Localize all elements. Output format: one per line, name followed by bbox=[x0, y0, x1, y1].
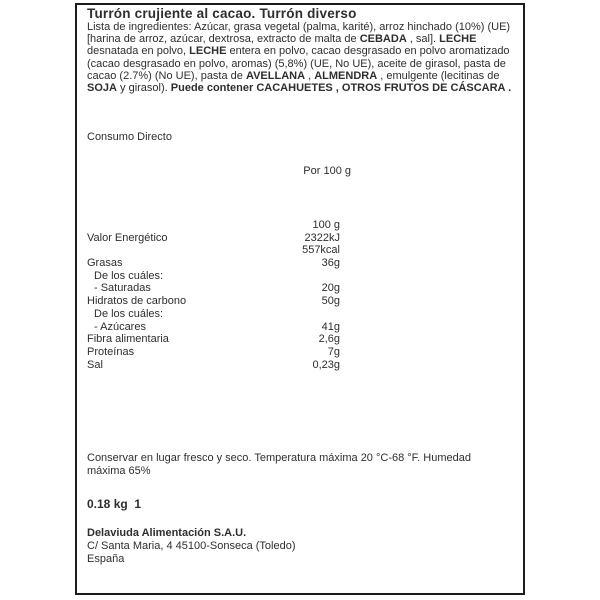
nutrition-value: 20g bbox=[321, 282, 340, 295]
nutrition-row bbox=[87, 282, 517, 295]
manufacturer-block bbox=[87, 527, 296, 565]
nutrition-label: - Saturadas bbox=[94, 282, 151, 295]
nutrition-value bbox=[217, 308, 340, 321]
nutrition-label: Valor Energético bbox=[87, 231, 168, 244]
per-100g-header: Por 100 g bbox=[303, 165, 351, 177]
nutrition-row bbox=[87, 219, 517, 232]
nutrition-value: 50g bbox=[321, 295, 340, 308]
nutrition-value: 2322kJ bbox=[304, 231, 340, 244]
nutrition-row bbox=[87, 257, 517, 270]
nutrition-label: - Azúcares bbox=[94, 320, 146, 333]
nutrition-row bbox=[87, 232, 517, 245]
nutrition-value: 2,6g bbox=[318, 333, 340, 346]
nutrition-row bbox=[87, 244, 517, 257]
nutrition-value: 0,23g bbox=[312, 358, 340, 371]
nutrition-label: De los cuáles: bbox=[94, 307, 164, 320]
nutrition-row bbox=[87, 321, 517, 334]
nutrition-table bbox=[87, 219, 517, 371]
product-title: Turrón crujiente al cacao. Turrón diverso bbox=[87, 6, 357, 21]
nutrition-label: Hidratos de carbono bbox=[87, 295, 187, 308]
manufacturer-name: Delaviuda Alimentación S.A.U. bbox=[87, 527, 247, 539]
nutrition-row bbox=[87, 346, 517, 359]
nutrition-label: De los cuáles: bbox=[94, 269, 164, 282]
consumption-note: Consumo Directo bbox=[87, 131, 172, 143]
net-weight: 0.18 kg 1 bbox=[87, 497, 142, 511]
nutrition-label: Grasas bbox=[87, 257, 123, 270]
nutrition-value bbox=[217, 270, 340, 283]
nutrition-label: Proteínas bbox=[87, 345, 135, 358]
product-label bbox=[75, 3, 525, 595]
nutrition-value: 41g bbox=[321, 320, 340, 333]
manufacturer-address: C/ Santa Maria, 4 45100-Sonseca (Toledo) bbox=[87, 539, 296, 552]
manufacturer-country: España bbox=[87, 552, 125, 565]
nutrition-label: Sal bbox=[87, 358, 103, 371]
ingredients-text: Lista de ingredientes: Azúcar, grasa vegetal (palma, karité), arroz hinchado (10%) (UE) [harina de arroz, azúcar, dextrosa, extracto de malta de CEBADA , sal]. LECHE desnatada en polvo, LECHE entera en polvo, cacao desgrasado en polvo aromatizado (cacao desgrasado en polvo, aromas) (5,8%) (UE, No UE), aceite de girasol, pasta de cacao (2.7%) (No UE), pasta de AVELLANA , ALMENDRA , emulgente (lecitinas de SOJA y girasol). Puede contener CACAHUETES , OTROS FRUTOS DE CÁSCARA . bbox=[87, 21, 512, 95]
nutrition-label bbox=[87, 219, 217, 232]
nutrition-label: Fibra alimentaria bbox=[87, 333, 169, 346]
nutrition-value: 7g bbox=[327, 345, 340, 358]
nutrition-row bbox=[87, 359, 517, 372]
nutrition-row bbox=[87, 295, 517, 308]
nutrition-value: 36g bbox=[321, 257, 340, 270]
nutrition-value: 557kcal bbox=[302, 244, 340, 257]
storage-note: Conservar en lugar fresco y seco. Temperatura máxima 20 °C-68 °F. Humedad máxima 65% bbox=[87, 452, 471, 477]
nutrition-label bbox=[87, 244, 217, 257]
nutrition-row bbox=[87, 333, 517, 346]
nutrition-row bbox=[87, 308, 517, 321]
nutrition-value: 100 g bbox=[312, 219, 340, 231]
nutrition-row bbox=[87, 270, 517, 283]
